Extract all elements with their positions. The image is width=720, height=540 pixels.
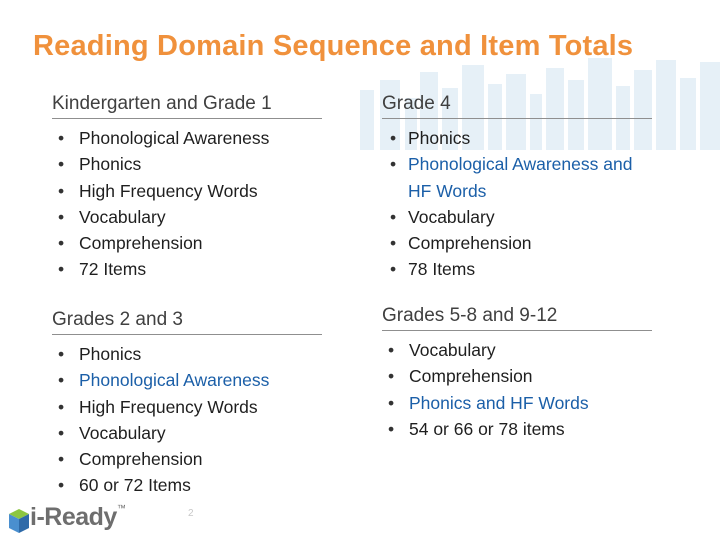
section-grades-5-8-9-12 — [382, 305, 652, 442]
list-item-highlighted: • Phonological Awareness — [52, 367, 322, 393]
cube-icon — [8, 508, 30, 534]
list-item-highlighted: • Phonics and HF Words — [382, 390, 652, 416]
iready-logo — [8, 503, 128, 535]
section-heading: Grades 2 and 3 — [52, 309, 322, 335]
section-heading: Grades 5-8 and 9-12 — [382, 305, 652, 331]
list-item: • Phonics — [52, 341, 322, 367]
list-item: • Vocabulary — [382, 204, 652, 230]
list-item: • Phonological Awareness — [52, 125, 322, 151]
list-item: • Comprehension — [382, 230, 652, 256]
section-grade4 — [382, 93, 652, 283]
section-grades-2-3 — [52, 309, 322, 499]
logo-text: i-Ready™ — [30, 503, 126, 531]
list-item: • Comprehension — [382, 363, 652, 389]
list-item: • 60 or 72 Items — [52, 472, 322, 498]
list-item: • Vocabulary — [52, 204, 322, 230]
list-item: • 72 Items — [52, 256, 322, 282]
list-item: • Comprehension — [52, 446, 322, 472]
list-item: • Phonics — [52, 151, 322, 177]
page-number: 2 — [188, 508, 194, 519]
list-item: • 54 or 66 or 78 items — [382, 416, 652, 442]
page-title: Reading Domain Sequence and Item Totals — [33, 30, 634, 62]
section-heading: Kindergarten and Grade 1 — [52, 93, 322, 119]
list-item: • Vocabulary — [52, 420, 322, 446]
list-item: • High Frequency Words — [52, 178, 322, 204]
list-item: • High Frequency Words — [52, 394, 322, 420]
section-kindergarten-grade1 — [52, 93, 322, 283]
list-item: • Comprehension — [52, 230, 322, 256]
section-heading: Grade 4 — [382, 93, 652, 119]
list-item: • Vocabulary — [382, 337, 652, 363]
list-item: • 78 Items — [382, 256, 652, 282]
list-item-highlighted: • Phonological Awareness and HF Words — [382, 151, 652, 204]
list-item: • Phonics — [382, 125, 652, 151]
